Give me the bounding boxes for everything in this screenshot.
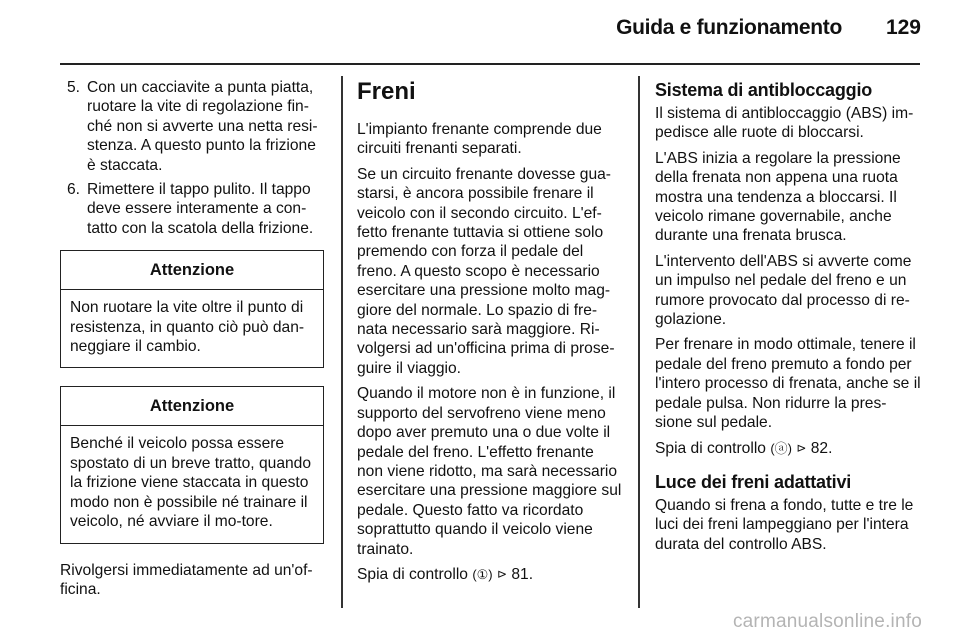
cross-reference[interactable] [655,439,923,459]
page-ref-arrow-icon: ⊳ [496,566,508,581]
warning-box [60,386,324,543]
paragraph: Per frenare in modo ottimale, tenere il pedale del freno premuto a fondo per l'intero processo di frenata, anche se il pedale pulsa. Non ridurre la pres-sione sul pedale. [655,336,921,432]
paragraph: L'intervento dell'ABS si avverte come un impulso nel pedale del freno e un rumore provocato dal processo di re-golazione. [655,252,912,329]
closing-paragraph: Rivolgersi immediatamente ad un'of-ficina. [60,561,313,598]
subsection-heading: Luce dei freni adattativi [655,471,852,492]
step-number: 6. [67,181,81,199]
watermark: carmanualsonline.info [732,611,922,632]
header-divider [60,63,920,65]
reference-label: Spia di controllo [655,439,766,457]
instruction-steps [60,78,324,238]
paragraph: Quando si frena a fondo, tutte e tre le luci dei freni lampeggiano per l'intera durata del controllo ABS. [655,496,914,553]
brake-warning-icon: (①) [472,566,493,582]
page-section-title: Guida e funzionamento [616,16,842,39]
column-divider [341,76,343,608]
paragraph: Quando il motore non è in funzione, il supporto del servofreno viene meno dopo aver premuto una o due volte il pedale del freno. L'effetto frenante non viene ridotto, ma sarà necessario esercitare una pressione maggiore sul pedale. Questo fatto va ricordato soprattutto quando il veicolo viene trainato. [357,385,622,558]
middle-column [357,78,623,591]
left-column [60,78,324,605]
reference-label: Spia di controllo [357,565,468,583]
list-item [60,78,324,175]
warning-text: Benché il veicolo possa essere spostato di un breve tratto, quando la frizione viene staccata in questo modo non è possibile né trainare il veicolo, né avviare il mo-tore. [70,435,312,531]
warning-title: Attenzione [61,251,323,290]
page-number: 129 [885,16,921,39]
page-ref-arrow-icon: ⊳ [796,440,807,455]
reference-page: 82. [810,439,833,457]
step-number: 5. [67,79,81,96]
column-divider [638,76,640,608]
warning-text: Non ruotare la vite oltre il punto di resistenza, in quanto ciò può dan-neggiare il cambio. [70,299,305,356]
step-text: Rimettere il tappo pulito. Il tappo deve essere interamente a con-tatto con la scatola della frizione. [87,181,314,237]
paragraph: L'impianto frenante comprende due circuiti frenanti separati. [357,121,602,158]
warning-box [60,250,324,368]
right-column [655,78,923,560]
reference-page: 81. [511,565,534,583]
paragraph: Il sistema di antibloccaggio (ABS) im-pedisce alle ruote di bloccarsi. [655,105,914,142]
cross-reference[interactable] [357,565,623,585]
abs-warning-icon: (ⓐ) [770,440,792,456]
section-heading: Sistema di antibloccaggio [655,80,873,100]
list-item [60,180,324,238]
paragraph: L'ABS inizia a regolare la pressione della frenata non appena una ruota mostra una tendenza a bloccarsi. Il veicolo rimane governabile, anche durante una frenata brusca. [655,149,901,245]
step-text: Con un cacciavite a punta piatta, ruotare la vite di regolazione fin-ché non si avverte una netta resi-stenza. A questo punto la frizione è staccata. [87,79,318,174]
warning-title: Attenzione [61,387,323,426]
section-heading: Freni [357,78,416,105]
paragraph: Se un circuito frenante dovesse gua-starsi, è ancora possibile frenare il veicolo con il secondo circuito. L'ef-fetto frenante tuttavia si ottiene solo premendo con forza il pedale del freno. A questo scopo è necessario esercitare una pressione molto mag-giore del normale. Lo spazio di fre-nata necessario sarà maggiore. Ri-volgersi ad un'officina prima di prose-guire il viaggio. [357,165,615,377]
